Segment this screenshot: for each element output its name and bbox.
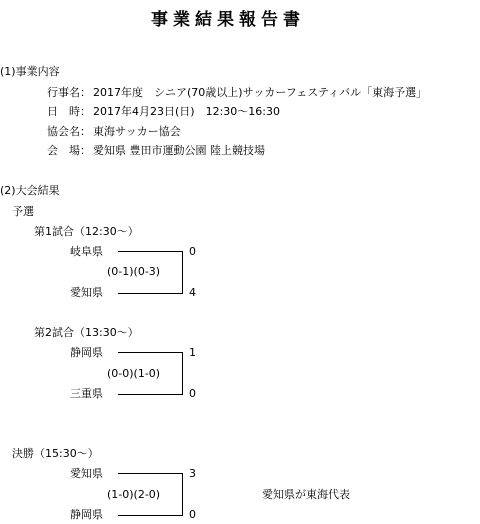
association-label: 協会名： [47, 125, 91, 138]
match-2-score1: 1 [189, 346, 196, 359]
page-title: 事業結果報告書 [151, 10, 305, 30]
match-2-team2: 三重県 [70, 387, 103, 400]
final-result-note: 愛知県が東海代表 [262, 488, 350, 501]
section-heading-2: (2)大会結果 [0, 184, 60, 197]
final-title: 決勝（15:30～） [12, 447, 99, 460]
final-score1: 3 [189, 467, 196, 480]
event-name-label: 行事名： [47, 86, 91, 99]
section-heading-1: (1)事業内容 [0, 65, 60, 78]
final-score2: 0 [189, 508, 196, 521]
venue-value: 愛知県 豊田市運動公園 陸上競技場 [93, 144, 265, 157]
match-2-title: 第2試合（13:30～） [34, 326, 139, 339]
match-2-score2: 0 [189, 387, 196, 400]
event-name-value: 2017年度 シニア(70歳以上)サッカーフェスティバル「東海予選」 [93, 86, 428, 99]
datetime-value: 2017年4月23日(日) 12:30～16:30 [93, 105, 280, 118]
final-team2: 静岡県 [70, 508, 103, 521]
association-value: 東海サッカー協会 [93, 125, 181, 138]
final-team1: 愛知県 [70, 467, 103, 480]
match-1-score2: 4 [189, 286, 196, 299]
match-2-team1: 静岡県 [70, 346, 103, 359]
match-1-detail: (0-1)(0-3) [107, 265, 161, 278]
datetime-label: 日 時： [47, 105, 91, 118]
match-2-detail: (0-0)(1-0) [107, 367, 161, 380]
match-1-team2: 愛知県 [70, 286, 103, 299]
venue-label: 会 場： [47, 144, 91, 157]
final-detail: (1-0)(2-0) [107, 488, 161, 501]
match-1-title: 第1試合（12:30～） [34, 225, 139, 238]
prelim-label: 予選 [12, 205, 34, 218]
match-1-team1: 岐阜県 [70, 245, 103, 258]
match-1-score1: 0 [189, 245, 196, 258]
